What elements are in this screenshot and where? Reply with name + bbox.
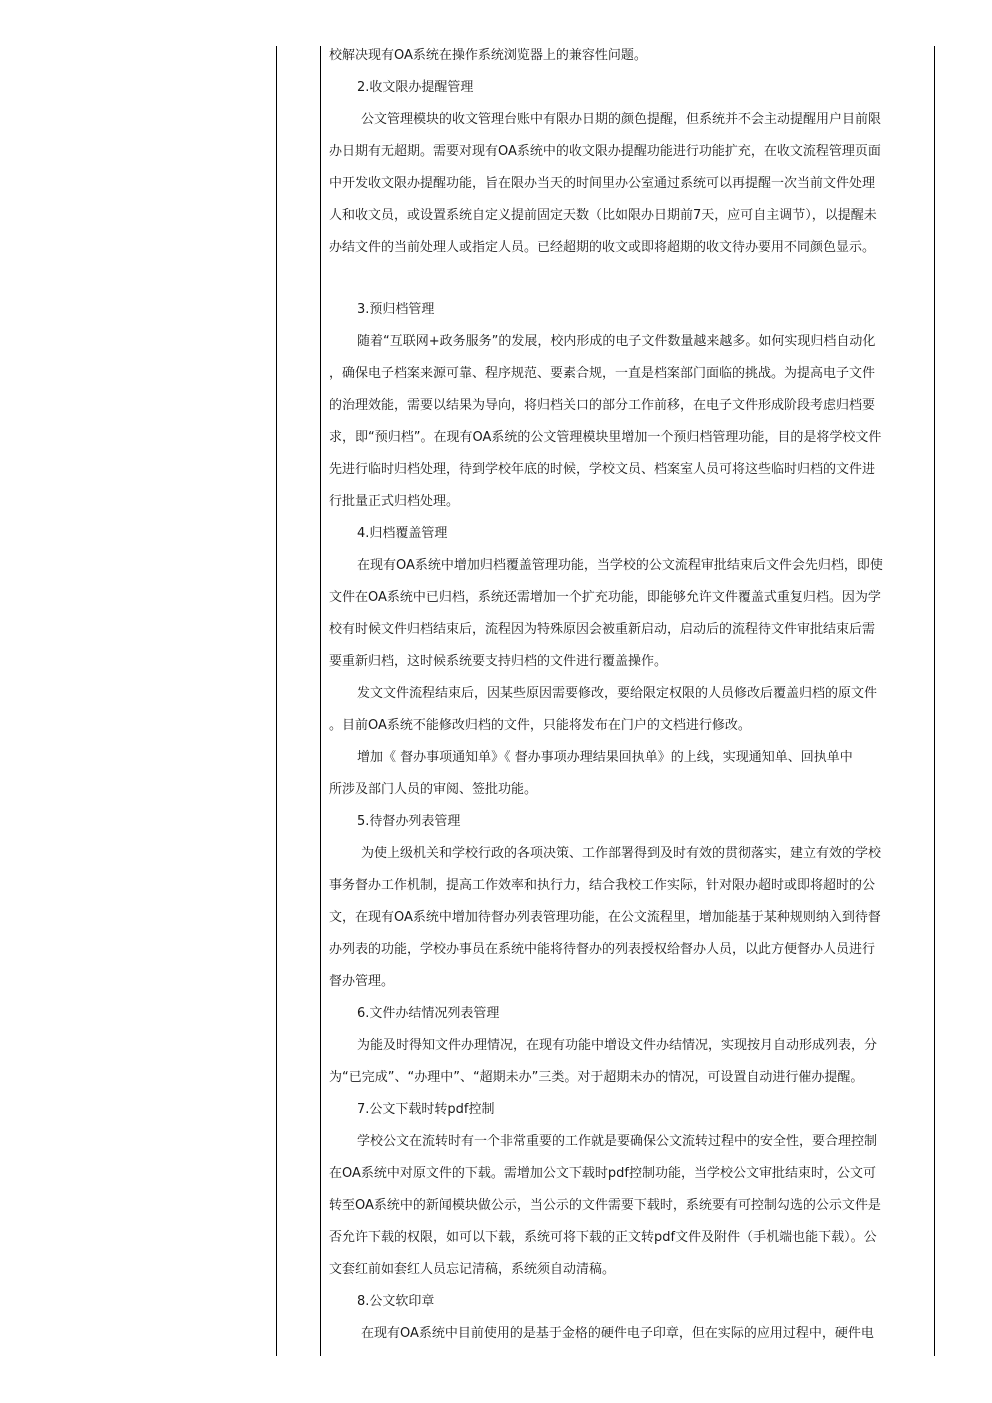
paragraph-line: 文套红前如套红人员忘记清稿，系统须自动清稿。 <box>329 1262 616 1277</box>
paragraph-line: 事务督办工作机制，提高工作效率和执行力，结合我校工作实际，针对限办超时或即将超时的公 <box>329 878 876 893</box>
section-heading: 4.归档覆盖管理 <box>357 526 448 541</box>
paragraph-line: 文件在OA系统中已归档，系统还需增加一个扩充功能，即能够允许文件覆盖式重复归档。因为学 <box>329 590 881 605</box>
section-supervision-list <box>329 806 927 998</box>
intro-line: 校解决现有OA系统在操作系统浏览器上的兼容性问题。 <box>329 48 647 63</box>
table-border-right <box>934 46 935 1356</box>
paragraph-line: 文，在现有OA系统中增加待督办列表管理功能，在公文流程里，增加能基于某种规则纳入到待督 <box>329 910 881 925</box>
paragraph <box>329 1030 927 1094</box>
paragraph <box>329 838 927 998</box>
section-heading: 3.预归档管理 <box>357 302 435 317</box>
section-heading: 6.文件办结情况列表管理 <box>357 1006 500 1021</box>
section-pdf-control <box>329 1094 927 1286</box>
section-heading: 2.收文限办提醒管理 <box>357 80 474 95</box>
paragraph <box>329 326 927 518</box>
paragraph-line: 学校公文在流转时有一个非常重要的工作就是要确保公文流转过程中的安全性，要合理控制 <box>357 1134 878 1149</box>
section-pre-archive <box>329 294 927 518</box>
paragraph-line: 发文文件流程结束后，因某些原因需要修改，要给限定权限的人员修改后覆盖归档的原文件 <box>357 686 878 701</box>
paragraph-line: 所涉及部门人员的审阅、签批功能。 <box>329 782 538 797</box>
paragraph-line: ，确保电子档案来源可靠、程序规范、要素合规，一直是档案部门面临的挑战。为提高电子文件 <box>329 366 876 381</box>
paragraph-line: 。目前OA系统不能修改归档的文件，只能将发布在门户的文档进行修改。 <box>329 718 751 733</box>
spacer <box>329 264 927 294</box>
paragraph <box>329 678 927 742</box>
paragraph-line: 在OA系统中对原文件的下载。需增加公文下载时pdf控制功能，当学校公文审批结束时，公文可 <box>329 1166 876 1181</box>
paragraph-line: 中开发收文限办提醒功能，旨在限办当天的时间里办公室通过系统可以再提醒一次当前文件处理 <box>329 176 876 191</box>
document-body <box>329 40 927 1350</box>
paragraph-line: 人和收文员，或设置系统自定义提前固定天数（比如限办日期前7天，应可自主调节），以提醒未 <box>329 208 877 223</box>
section-completion-list <box>329 998 927 1094</box>
section-heading: 7.公文下载时转pdf控制 <box>357 1102 495 1117</box>
paragraph <box>329 1126 927 1286</box>
paragraph-line: 办结文件的当前处理人或指定人员。已经超期的收文或即将超期的收文待办要用不同颜色显示。 <box>329 240 876 255</box>
table-border-left <box>276 46 277 1356</box>
paragraph-line: 督办管理。 <box>329 974 395 989</box>
paragraph <box>329 742 927 806</box>
paragraph-line: 转至OA系统中的新闻模块做公示，当公示的文件需要下载时，系统要有可控制勾选的公示文件是 <box>329 1198 881 1213</box>
paragraph-line: 要重新归档，这时候系统要支持归档的文件进行覆盖操作。 <box>329 654 668 669</box>
section-heading: 8.公文软印章 <box>357 1294 435 1309</box>
paragraph-line: 增加《 督办事项通知单》《 督办事项办理结果回执单》的上线，实现通知单、回执单中 <box>357 750 853 765</box>
paragraph-line: 为使上级机关和学校行政的各项决策、工作部署得到及时有效的贯彻落实，建立有效的学校 <box>361 846 882 861</box>
paragraph-line: 办列表的功能，学校办事员在系统中能将待督办的列表授权给督办人员，以此方便督办人员进行 <box>329 942 876 957</box>
paragraph-line: 求，即“预归档”。在现有OA系统的公文管理模块里增加一个预归档管理功能，目的是将学校文件 <box>329 430 882 445</box>
table-border-middle <box>320 46 321 1356</box>
paragraph-line: 校有时候文件归档结束后，流程因为特殊原因会被重新启动，启动后的流程待文件审批结束后需 <box>329 622 876 637</box>
paragraph-line: 先进行临时归档处理，待到学校年底的时候，学校文员、档案室人员可将这些临时归档的文件进 <box>329 462 876 477</box>
paragraph <box>329 104 927 264</box>
paragraph <box>329 1318 927 1350</box>
paragraph-line: 随着“互联网+政务服务”的发展，校内形成的电子文件数量越来越多。如何实现归档自动化 <box>357 334 876 349</box>
paragraph-line: 办日期有无超期。需要对现有OA系统中的收文限办提醒功能进行功能扩充，在收文流程管理页面 <box>329 144 881 159</box>
paragraph-line: 的治理效能，需要以结果为导向，将归档关口的部分工作前移，在电子文件形成阶段考虑归档要 <box>329 398 876 413</box>
paragraph-line: 否允许下载的权限，如可以下载，系统可将下载的正文转pdf文件及附件（手机端也能下载）。公 <box>329 1230 877 1245</box>
paragraph-line: 在现有OA系统中目前使用的是基于金格的硬件电子印章，但在实际的应用过程中，硬件电 <box>361 1326 874 1341</box>
section-archive-overwrite <box>329 518 927 806</box>
paragraph <box>329 550 927 678</box>
paragraph-line: 公文管理模块的收文管理台账中有限办日期的颜色提醒，但系统并不会主动提醒用户目前限 <box>361 112 882 127</box>
paragraph-line: 为“已完成”、“办理中”、“超期未办”三类。对于超期未办的情况，可设置自动进行催办提醒。 <box>329 1070 864 1085</box>
section-heading: 5.待督办列表管理 <box>357 814 461 829</box>
section-soft-seal <box>329 1286 927 1350</box>
paragraph-line: 行批量正式归档处理。 <box>329 494 460 509</box>
section-reminder <box>329 72 927 264</box>
paragraph-line: 为能及时得知文件办理情况，在现有功能中增设文件办结情况，实现按月自动形成列表，分 <box>357 1038 878 1053</box>
paragraph-line: 在现有OA系统中增加归档覆盖管理功能，当学校的公文流程审批结束后文件会先归档，即使 <box>357 558 883 573</box>
